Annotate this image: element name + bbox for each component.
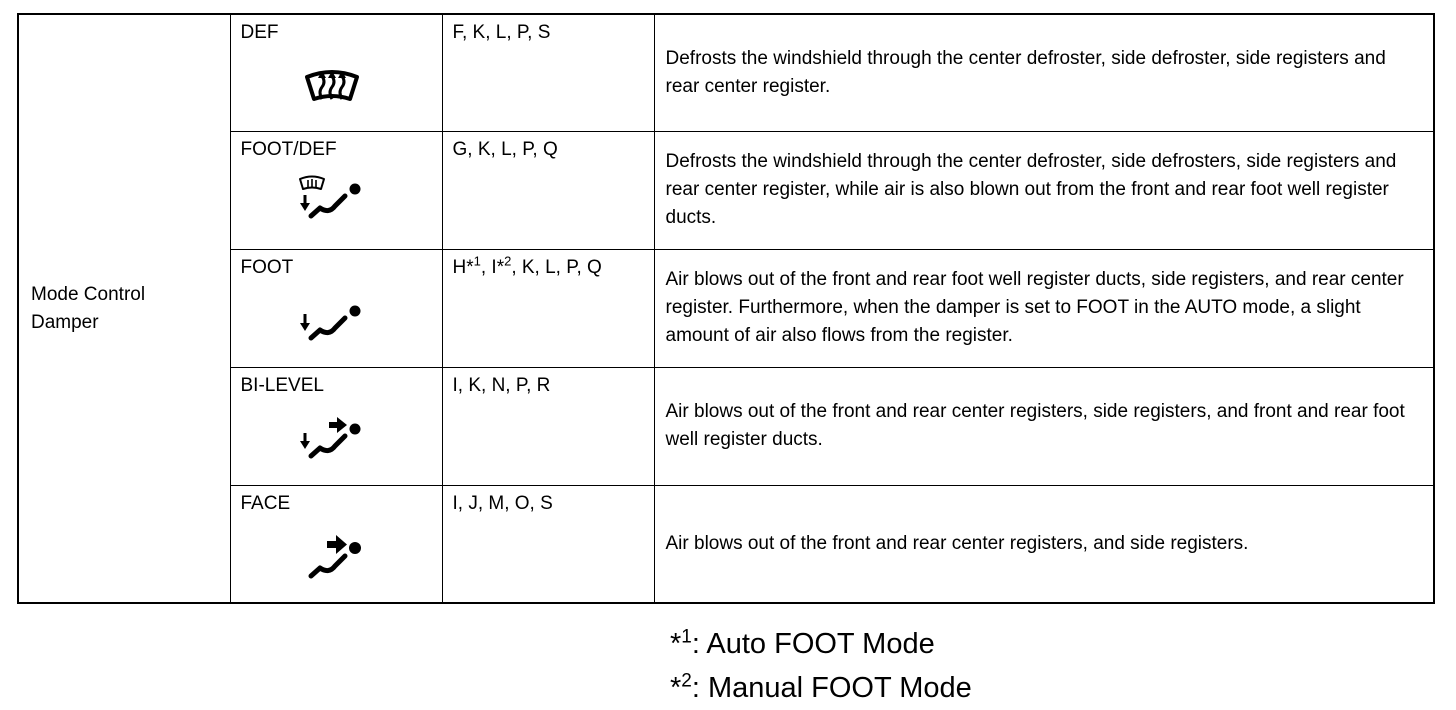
damper-position-cell	[442, 131, 654, 249]
mode-cell	[230, 485, 442, 603]
description-cell	[654, 249, 1434, 367]
damper-position-cell	[442, 249, 654, 367]
mode-label: FACE	[240, 492, 291, 514]
mode-cell	[230, 131, 442, 249]
footnote-ref-1: 1	[473, 253, 481, 269]
mode-label: FOOT	[240, 256, 294, 278]
mode-cell	[230, 14, 442, 131]
mode-label: DEF	[240, 22, 279, 43]
footnote-ref-2: 2	[504, 253, 512, 269]
damper-positions: I, K, N, P, R	[452, 374, 551, 396]
mode-label: FOOT/DEF	[240, 138, 337, 160]
foot-def-icon	[297, 174, 367, 226]
damper-positions: G, K, L, P, Q	[452, 138, 558, 160]
table-row	[18, 131, 1434, 249]
def-icon	[297, 65, 367, 117]
description-cell	[654, 14, 1434, 131]
mode-control-damper-table	[17, 13, 1435, 604]
mode-cell	[230, 367, 442, 485]
description-cell	[654, 485, 1434, 603]
damper-positions: F, K, L, P, S	[452, 22, 551, 43]
footnote-text: : Auto FOOT Mode	[691, 628, 935, 660]
foot-icon	[297, 298, 367, 350]
description-cell	[654, 367, 1434, 485]
mode-description: Air blows out of the front and rear center registers, side registers, and front and rear foot well register ducts.	[665, 401, 1405, 450]
table-row	[18, 367, 1434, 485]
bi-level-icon	[297, 414, 367, 466]
mode-description: Air blows out of the front and rear center registers, and side registers.	[665, 532, 1249, 554]
footnotes	[670, 622, 972, 710]
table-row	[18, 14, 1434, 131]
mode-description: Defrosts the windshield through the center defroster, side defrosters, side registers and rear center register, while air is also blown out from the front and rear foot well register ducts.	[665, 151, 1397, 228]
mode-label: BI-LEVEL	[240, 374, 324, 396]
footnote-2: *$^2$: Manual FOOT Mode	[670, 670, 972, 704]
mode-description: Defrosts the windshield through the center defroster, side defroster, side registers and rear center register.	[665, 47, 1386, 97]
table-row	[18, 249, 1434, 367]
group-label-line-2: Damper	[31, 311, 99, 333]
damper-position-h: H*	[452, 256, 474, 278]
footnote-number: 2	[681, 670, 692, 692]
damper-position-cell	[442, 367, 654, 485]
group-label-line-1: Mode Control	[31, 283, 146, 305]
damper-positions	[452, 253, 602, 278]
table-row	[18, 485, 1434, 603]
footnote-1: *$^1$: Auto FOOT Mode	[670, 626, 935, 660]
damper-position-rest: , K, L, P, Q	[511, 256, 602, 278]
group-label-cell	[18, 14, 230, 603]
damper-position-cell	[442, 14, 654, 131]
damper-position-cell	[442, 485, 654, 603]
face-icon	[297, 532, 367, 584]
damper-positions: I, J, M, O, S	[452, 492, 553, 514]
mode-cell	[230, 249, 442, 367]
footnote-text: : Manual FOOT Mode	[691, 672, 972, 704]
footnote-number: 1	[681, 626, 692, 648]
damper-position-i: , I*	[480, 256, 505, 278]
mode-description: Air blows out of the front and rear foot well register ducts, side registers, and rear center register. Furthermore, when the damper is set to FOOT in the AUTO mode, a slight amount of air also flows from the register.	[665, 269, 1404, 346]
description-cell	[654, 131, 1434, 249]
